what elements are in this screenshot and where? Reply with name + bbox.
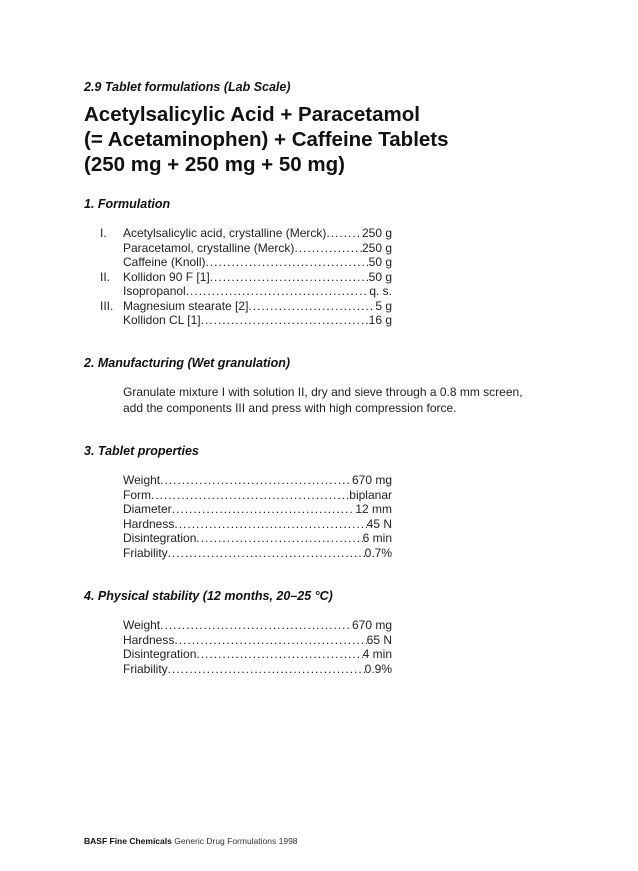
property-value: 45 N: [366, 516, 392, 531]
ingredient-amount: q. s.: [369, 284, 392, 298]
property-value: 65 N: [366, 632, 392, 647]
list-item: [100, 517, 392, 532]
list-item: [100, 502, 392, 517]
footer-text: Generic Drug Formulations 1998: [171, 836, 298, 846]
ingredient-amount: 5 g: [375, 298, 392, 313]
page-footer: [84, 836, 298, 846]
ingredient-name: Magnesium stearate [2]: [123, 298, 249, 313]
property-name: Disintegration: [123, 647, 197, 661]
ingredient-amount: 250 g: [361, 226, 392, 240]
property-value: 12 mm: [355, 502, 392, 516]
property-value: 0.9%: [364, 661, 392, 676]
list-item: [100, 546, 392, 561]
property-name: Diameter: [123, 502, 172, 516]
list-item: [100, 633, 392, 648]
property-value: 4 min: [362, 647, 392, 661]
ingredient-amount: 250 g: [361, 240, 392, 255]
roman-numeral: II.: [100, 269, 111, 284]
ingredient-name: Isopropanol: [123, 284, 186, 298]
property-name: Hardness: [123, 516, 175, 531]
property-name: Form: [123, 487, 151, 502]
property-value: 6 min: [362, 531, 392, 545]
ingredient-amount: 50 g: [368, 269, 392, 284]
list-item: [100, 531, 392, 546]
formulation-list: [100, 226, 392, 328]
ingredient-name: Kollidon 90 F [1]: [123, 269, 210, 284]
property-name: Hardness: [123, 632, 175, 647]
list-item: [100, 284, 392, 299]
title-line-2: (= Acetaminophen) + Caffeine Tablets: [84, 128, 449, 151]
section-label: 2.9 Tablet formulations (Lab Scale): [84, 80, 291, 94]
ingredient-name: Acetylsalicylic acid, crystalline (Merck): [123, 226, 327, 240]
footer-brand: BASF Fine Chemicals: [84, 836, 172, 846]
document-title: [84, 102, 449, 177]
title-line-1: Acetylsalicylic Acid + Paracetamol: [84, 103, 420, 126]
list-item: [100, 313, 392, 328]
list-item: [100, 226, 392, 241]
manufacturing-heading: 2. Manufacturing (Wet granulation): [84, 356, 291, 370]
list-item: [100, 618, 392, 633]
ingredient-name: Paracetamol, crystalline (Merck): [123, 240, 295, 255]
title-line-3: (250 mg + 250 mg + 50 mg): [84, 153, 345, 176]
physical-stability-list: [100, 618, 392, 676]
property-name: Weight: [123, 473, 161, 487]
list-item: [100, 270, 392, 285]
list-item: [100, 473, 392, 488]
property-value: 0.7%: [364, 545, 392, 560]
list-item: [100, 241, 392, 256]
list-item: [100, 299, 392, 314]
manufacturing-text: Granulate mixture I with solution II, dry and sieve through a 0.8 mm screen, add the components III and press with high compression force.: [123, 385, 523, 415]
list-item: [100, 647, 392, 662]
property-name: Weight: [123, 618, 161, 632]
ingredient-amount: 50 g: [368, 255, 392, 269]
property-name: Friability: [123, 545, 168, 560]
list-item: [100, 255, 392, 270]
property-value: 670 mg: [351, 473, 392, 487]
property-name: Disintegration: [123, 531, 197, 545]
tablet-properties-heading: 3. Tablet properties: [84, 444, 199, 458]
property-value: 670 mg: [351, 618, 392, 632]
property-name: Friability: [123, 661, 168, 676]
roman-numeral: I.: [100, 226, 107, 240]
ingredient-amount: 16 g: [368, 313, 392, 327]
ingredient-name: Kollidon CL [1]: [123, 313, 201, 327]
physical-stability-heading: 4. Physical stability (12 months, 20–25 °C): [84, 589, 333, 603]
list-item: [100, 488, 392, 503]
formulation-heading: 1. Formulation: [84, 197, 171, 211]
roman-numeral: III.: [100, 298, 114, 313]
tablet-properties-list: [100, 473, 392, 560]
list-item: [100, 662, 392, 677]
property-value: biplanar: [349, 487, 392, 502]
ingredient-name: Caffeine (Knoll): [123, 255, 206, 269]
